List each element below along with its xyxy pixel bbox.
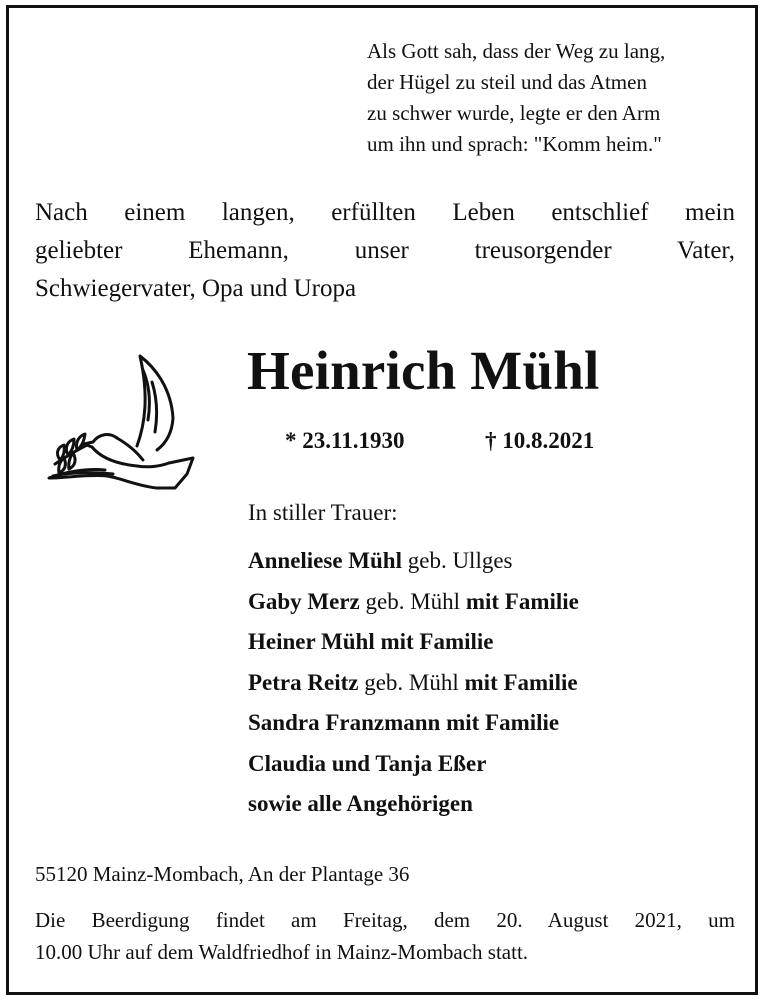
funeral-line: Die Beerdigung findet am Freitag, dem 20. August 2021, um [35,908,735,932]
quote-line: der Hügel zu steil und das Atmen [367,70,647,94]
mourner-name: Gaby Merz [248,588,360,614]
funeral-notice [35,904,735,968]
mourner-entry [248,744,579,785]
dove-icon [37,346,197,498]
deceased-name: Heinrich Mühl [247,340,600,401]
quote-line: Als Gott sah, dass der Weg zu lang, [367,39,666,63]
mourner-name: Sandra Franzmann mit Familie [248,710,560,735]
intro-line: Schwiegervater, Opa und Uropa [35,275,357,302]
quote-line: zu schwer wurde, legte er den Arm [367,101,661,125]
mourner-list [248,541,579,825]
quote-block [367,36,747,160]
birth-date: * 23.11.1930 [285,428,405,453]
mourner-note: geb. Mühl [358,669,459,695]
mourner-entry [248,663,579,704]
address: 55120 Mainz-Mombach, An der Plantage 36 [35,862,410,886]
mourner-entry [248,784,579,825]
mourner-name: Heiner Mühl mit Familie [248,629,494,654]
mourner-name: Petra Reitz [248,669,359,695]
intro-line: geliebter Ehemann, unser treusorgender Vater, [35,237,735,264]
quote-line: um ihn und sprach: "Komm heim." [367,132,662,156]
mourning-label: In stiller Trauer: [248,500,398,525]
death-date: † 10.8.2021 [485,428,595,453]
obituary-card [6,5,758,995]
mourner-entry [248,703,579,744]
mourner-note: geb. Mühl [359,588,461,614]
mourner-suffix: mit Familie [458,669,578,695]
mourner-note: geb. Ullges [401,548,513,573]
mourner-entry [248,622,579,663]
intro-line: Nach einem langen, erfüllten Leben entschlief mein [35,199,735,226]
funeral-line: 10.00 Uhr auf dem Waldfriedhof in Mainz-Mombach statt. [35,940,529,964]
mourner-entry [248,541,579,582]
mourner-name: sowie alle Angehörigen [248,791,473,816]
mourner-name: Claudia und Tanja Eßer [248,750,487,776]
mourner-name: Anneliese Mühl [248,548,402,573]
mourner-entry [248,582,579,623]
mourner-suffix: mit Familie [460,588,579,614]
intro-text [35,194,735,308]
